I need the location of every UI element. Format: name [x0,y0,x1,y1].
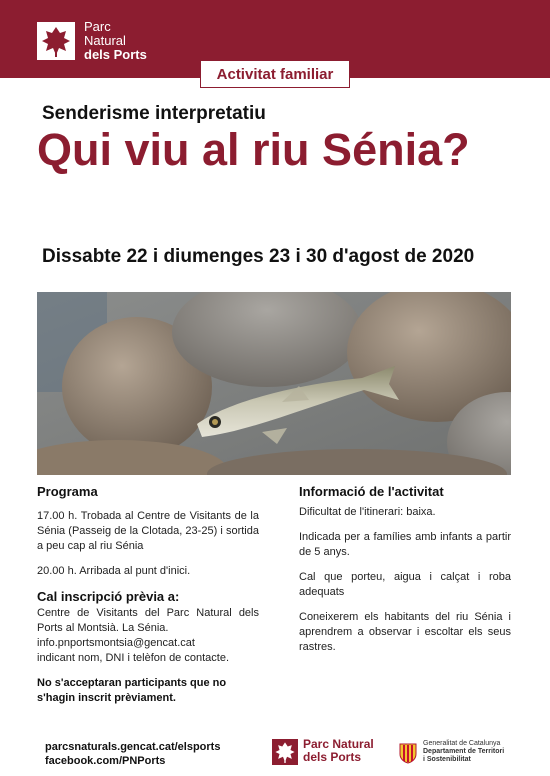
gov-line-1: Generalitat de Catalunya [423,740,501,747]
leaf-logo-icon [37,22,75,60]
inscripcio-note: No s'acceptaran participants que no s'hagin inscrit prèviament. [37,677,227,704]
inscripcio-email: info.pnportsmontsia@gencat.cat [37,637,195,649]
informacio-heading: Informació de l'activitat [299,484,444,499]
inscripcio-line-3: indicant nom, DNI i telèfon de contacte. [37,652,229,664]
inscripcio-line-1: Centre de Visitants del Parc Natural dels Ports al Montsià. La Sénia. [37,607,259,634]
programa-item-2: 20.00 h. Arribada al punt d'inici. [37,565,191,577]
inscripcio-heading: Cal inscripció prèvia a: [37,589,180,604]
badge-label: Activitat familiar [216,65,334,83]
footer-logo-line-2: dels Ports [303,750,362,764]
activity-badge [200,60,350,88]
footer-park-logo-text [303,738,374,764]
right-column [299,484,511,665]
event-title: Qui viu al riu Sénia? [37,124,470,175]
leaf-logo-icon [272,739,298,765]
generalitat-text [423,740,504,764]
footer-links [45,740,220,768]
programa-heading: Programa [37,484,98,499]
gov-line-3: i Sostenibilitat [423,756,471,763]
informacio-p2: Indicada per a famílies amb infants a partir de 5 anys. [299,531,511,558]
informacio-p4: Coneixerem els habitants del riu Sénia i aprendrem a observar i escoltar els seus rastres. [299,611,511,653]
generalitat-emblem-icon [398,742,418,764]
logo-line-3: dels Ports [84,47,147,62]
informacio-p1: Dificultat de l'itinerari: baixa. [299,506,436,518]
footer-logo-line-1: Parc Natural [303,737,374,751]
fish-photo [37,292,511,475]
logo-line-1: Parc [84,19,111,34]
left-column [37,484,259,706]
event-date: Dissabte 22 i diumenges 23 i 30 d'agost de 2020 [42,246,475,267]
event-subtitle: Senderisme interpretatiu [42,103,266,124]
gov-line-2: Departament de Territori [423,748,505,755]
logo-line-2: Natural [84,33,126,48]
footer-link-web[interactable]: parcsnaturals.gencat.cat/elsports [45,741,221,753]
programa-item-1: 17.00 h. Trobada al Centre de Visitants de la Sénia (Passeig de la Clotada, 23-25) i sortida a peu cap al riu Sénia [37,510,259,552]
informacio-p3: Cal que porteu, aigua i calçat i roba adequats [299,571,511,598]
park-logo-text [84,20,147,62]
footer-link-facebook[interactable]: facebook.com/PNPorts [45,755,166,767]
